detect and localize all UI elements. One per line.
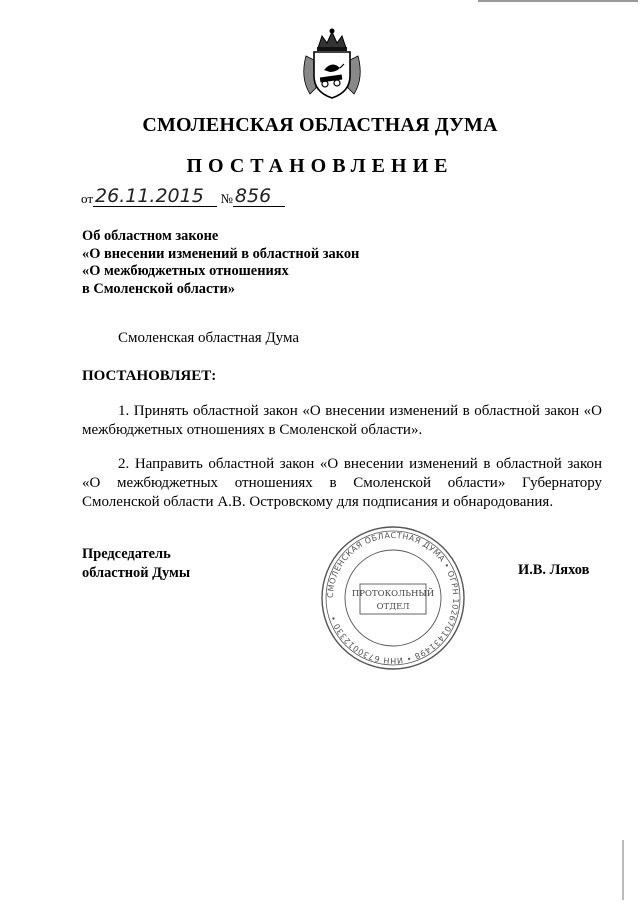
paragraph-2 [82,455,602,512]
official-seal-icon [318,524,468,672]
scan-edge-mark [478,0,638,2]
paragraph-text: 1. Принять областной закон «О внесении изменений в областной закон «О межбюджетных отношениях в Смоленской области». [82,403,602,438]
paragraph-text: 2. Направить областной закон «О внесении изменений в областной закон «О межбюджетных отношениях в Смоленской области» Губернатору Смоленской области А.В. Островскому для подписания и обнародования. [82,456,602,510]
date-number-line [81,186,285,207]
signatory-title-line: областной Думы [82,565,191,581]
document-number: 856 [233,186,285,207]
subject-line: «О межбюджетных отношениях [82,263,289,279]
signatory-name: И.В. Ляхов [518,562,590,578]
signatory-title-line: Председатель [82,546,171,562]
subject-block [82,228,359,298]
organization-title: СМОЛЕНСКАЯ ОБЛАСТНАЯ ДУМА [142,114,498,136]
number-prefix: № [220,191,233,206]
scan-edge-mark [622,840,624,900]
coat-of-arms-icon [296,26,368,100]
document-type-title: ПОСТАНОВЛЕНИЕ [186,155,454,177]
subject-line: в Смоленской области» [82,280,235,297]
seal-ring-text: СМОЛЕНСКАЯ ОБЛАСТНАЯ ДУМА • ОГРН 1026701431498 • ИНН 6730012330 • [325,530,461,666]
subject-line: Об областном законе [82,228,219,244]
document-date: 26.11.2015 [93,186,217,207]
seal-inner-line-1: ПРОТОКОЛЬНЫЙ [351,589,435,599]
resolves-heading: ПОСТАНОВЛЯЕТ: [82,368,217,384]
seal-inner-line-2: ОТДЕЛ [376,602,410,612]
intro-text: Смоленская областная Дума [118,330,300,346]
signatory-title [82,545,190,583]
subject-line: «О внесении изменений в областной закон [82,245,360,262]
paragraph-1 [82,402,602,440]
date-prefix: от [81,191,94,206]
